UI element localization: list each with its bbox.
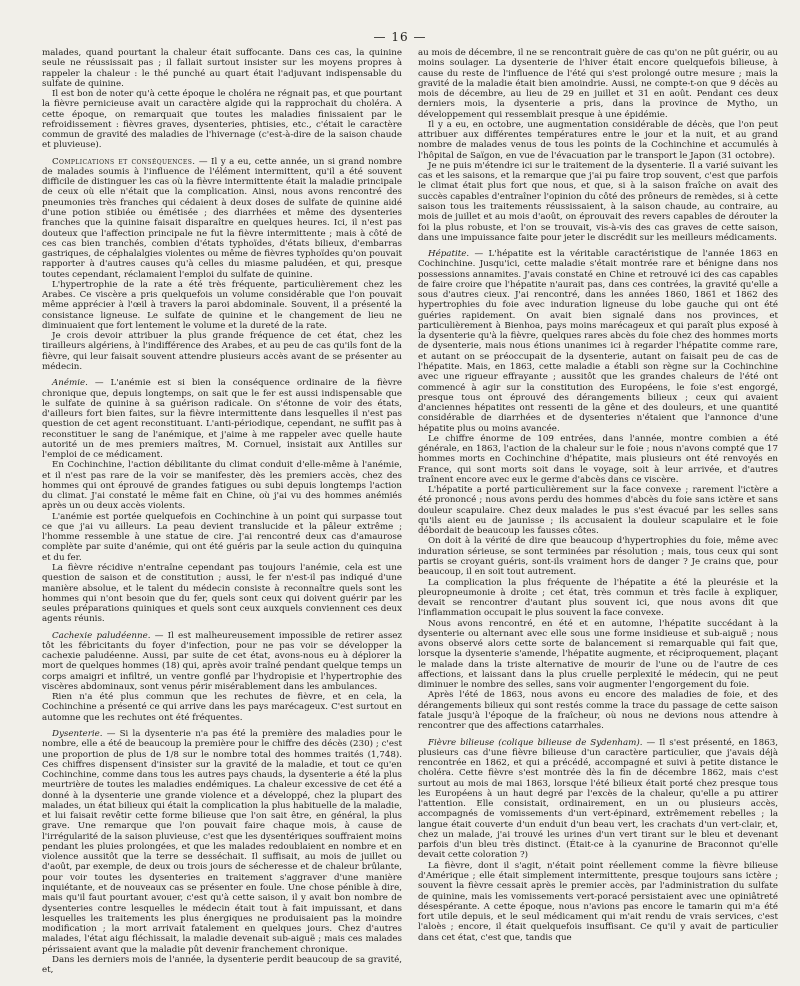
section-heading: Anémie.: [52, 378, 88, 389]
paragraph-text: malades, quand pourtant la chaleur était suffocante. Dans ces cas, la quinine seule ne réussissait pas ; il fallait surtout insister sur les moyens propres à rappeler la chaleur : le thé punché au quart était l'adjuvant indispensable du sulfate de quinine.: [42, 48, 402, 89]
paragraph-text: Dans les derniers mois de l'année, la dysenterie perdit beaucoup de sa gravité, et,: [42, 954, 402, 976]
paragraph-text: Après l'été de 1863, nous avons eu encore des maladies de foie, et des dérangements bilieux qui sont restés comme la trace du passage de cette saison fatale jusqu'à l'époque de la fraîcheur, où nous ne devions nous attendre à rencontrer que des affections catarrhales.: [418, 690, 778, 732]
section-heading: Dysenterie.: [52, 729, 103, 739]
paragraph: [42, 89, 402, 151]
paragraph-text: — Si la dysenterie n'a pas été la première des maladies pour le nombre, elle a été de beaucoup la première pour le chiffre des décès (230) ; c'est une proportion de plus de 1/8 sur le nombre total des hommes traités (1,748). Ces chiffres dispensent d'insister sur la gravité de la maladie, et tout ce qu'en Cochinchine, comme dans tous les autres pays chauds, la dysenterie a été la plus meurtrière de toutes les maladies endémiques. La chaleur excessive de cet été a donné à la dysenterie une grande violence et a développé, chez la plupart des malades, un état bilieux qui était la complication la plus habituelle de la maladie, et lui faisait revêtir cette forme bilieuse que l'on sait être, en général, la plus grave. Une remarque que l'on pouvait faire chaque mois, à cause de l'irrégularité de la saison pluvieuse, c'est que les dysentériques souffraient moins pendant les pluies prolongées, et que les malades redoublaient en nombre et en violence aussitôt que la terre se desséchait. Il suffisait, au mois de juillet ou d'août, par exemple, de deux ou trois jours de sécheresse et de chaleur brûlante, pour voir toutes les dysenteries en traitement s'aggraver d'une manière inquiétante, et de nouveaux cas se présenter en foule. Une chose pénible à dire, mais qu'il faut pourtant avouer, c'est qu'à cette saison, il y avait bon nombre de dysenteries contre lesquelles le médecin était tout à fait impuissant, et dans lesquelles les traitements les plus énergiques ne produisaient pas la moindre modification ; la mort arrivait fatalement en quelques jours. Chez d'autres malades, l'état aigu fléchissait, la maladie devenait sub-aiguë ; mais ces malades périssaient avant que la maladie pût devenir franchement chronique.: [42, 729, 402, 955]
paragraph: [42, 692, 402, 723]
paragraph-text: Je ne puis m'étendre ici sur le traitement de la dysenterie. Il a varié suivant les cas et les saisons, et la remarque que j'ai pu faire trop souvent, c'est que parfois le climat était plus fort que nous, et que, si à la saison fraîche on avait des succès capables d'entraîner l'opinion du côté des prôneurs de remèdes, si à cette saison tous les traitements réussissaient, à la saison chaude, au contraire, au mois de juillet et au mois d'août, on éprouvait des revers capables de dérouter la foi la plus robuste, et l'on se trouvait, vis-à-vis des cas graves de cette saison, dans une impuissance faite pour jeter le discrédit sur les meilleurs médicaments.: [418, 160, 778, 243]
paragraph: [418, 619, 778, 691]
paragraph-text: Nous avons rencontré, en été et en automne, l'hépatite succédant à la dysenterie ou alternant avec elle sous une forme insidieuse et sub-aiguë ; nous avons observé alors cette sorte de balancement si remarquable qui fait que, lorsque la dysenterie s'amende, l'hépatite augmente, et réciproquement, plaçant le malade dans la triste alternative de mourir de l'une ou de l'autre de ces affections, et laissant dans la plus cruelle perplexité le médecin, qui ne peut diminuer le nombre des selles, sans voir augmenter l'engorgement du foie.: [418, 618, 778, 691]
paragraph: [418, 48, 778, 120]
text-columns: [42, 48, 778, 978]
paragraph-text: Rien n'a été plus commun que les rechutes de fièvre, et en cela, la Cochinchine a présenté ce qui arrive dans les pays marécageux. C'est surtout en automne que les rechutes ont été fréquentes.: [42, 692, 402, 723]
paragraph: [418, 690, 778, 731]
paragraph: [42, 563, 402, 625]
paragraph: [418, 161, 778, 243]
paragraph: [418, 738, 778, 861]
paragraph-text: Il y a eu, en octobre, une augmentation considérable de décès, que l'on peut attribuer aux différentes températures entre le jour et la nuit, et au grand nombre de malades venus de tous les points de la Cochinchine et accumulés à l'hôpital de Saïgon, en vue de l'évacuation par le transport le Japon (31 octobre).: [418, 119, 778, 161]
right-column: [418, 48, 778, 978]
paragraph: [42, 460, 402, 511]
paragraph: [42, 331, 402, 372]
paragraph: [42, 280, 402, 331]
paragraph: [42, 378, 402, 460]
paragraph-text: L'hypertrophie de la rate a été très fréquente, particulièrement chez les Arabes. Ce viscère a pris quelquefois un volume considérable que l'on pouvait même apprécier à l'œil à travers la paroi abdominale. Souvent, il a présenté la consistance ligneuse. Le sulfate de quinine et le changement de lieu ne diminuaient que fort lentement le volume et la dureté de la rate.: [42, 279, 402, 331]
paragraph-text: On doit à la vérité de dire que beaucoup d'hypertrophies du foie, même avec induration sérieuse, se sont terminées par résolution ; mais, tous ceux qui sont partis se croyant guéris, sont-ils vraiment hors de danger ? Je crains que, pour beaucoup, il en soit tout autrement.: [418, 536, 778, 578]
paragraph-text: L'anémie est portée quelquefois en Cochinchine à un point qui surpasse tout ce que j'ai vu ailleurs. La peau devient translucide et la pâleur extrême ; l'homme ressemble à une statue de cire. J'ai rencontré deux cas d'amaurose complète par suite d'anémie, qui ont été guéris par la seule action du quinquina et du fer.: [42, 511, 402, 563]
paragraph-text: — Il est malheureusement impossible de retirer assez tôt les fébricitants du foyer d'infection, pour ne pas voir se développer la cachexie paludéenne. Aussi, par suite de cet état, avons-nous eu à déplorer la mort de quelques hommes (18) qui, après avoir traîné pendant quelque temps un corps amaigri et infiltré, un ventre gonflé par l'hydropisie et l'hypertrophie des viscères abdominaux, sont venus périr misérablement dans les ambulances.: [42, 630, 402, 692]
paragraph: [418, 485, 778, 536]
paragraph-text: — Il y a eu, cette année, un si grand nombre de malades soumis à l'influence de l'élément intermittent, qu'il a été souvent difficile de distinguer les cas où la fièvre intermittente était la maladie principale de ceux où elle n'était que la complication. Ainsi, nous avons rencontré des pneumonies très franches qui cédaient à deux doses de sulfate de quinine aidé d'une potion stibiée ou émétisée ; des diarrhées et même des dysenteries franches que la quinine faisait disparaître en quelques heures. Ici, il n'est pas douteux que l'affection principale ne fut la fièvre intermittente ; mais à côté de ces cas bien tranchés, combien d'états typhoïdes, d'états bilieux, d'embarras gastriques, de céphalalgies violentes ou même de fièvres typhoïdes qu'on pouvait rapporter à d'autres causes qu'à celles du miasme paludéen, et qui, presque toutes cependant, réclamaient l'emploi du sulfate de quinine.: [42, 156, 402, 280]
paragraph: [42, 729, 402, 955]
paragraph-text: — Il s'est présenté, en 1863, plusieurs cas d'une fièvre bilieuse d'un caractère particulier, que j'avais déjà rencontrée en 1862, et qui a précédé, accompagné et suivi à petite distance le choléra. Cette fièvre s'est montrée dès la fin de décembre 1862, mais c'est surtout au mois de mai 1863, lorsque l'été bilieux était porté chez presque tous les Européens à un haut degré par l'excès de la chaleur, qu'elle a pu attirer l'attention. Elle consistait, ordinairement, en un ou plusieurs accès, accompagnés de vomissements d'un vert-épinard, extrêmement rebelles ; la langue était couverte d'un enduit d'un beau vert, les crachats d'un vert-clair, et, chez un malade, j'ai trouvé les urines d'un vert tirant sur le bleu et devenant parfois d'un bleu très distinct. (Était-ce à la cyanurine de Braconnot qu'elle devait cette coloration ?): [418, 737, 778, 861]
paragraph: [418, 536, 778, 577]
section-heading: Fièvre bilieuse (colique bilieuse de Sydenham).: [428, 737, 643, 748]
paragraph-text: — L'anémie est si bien la conséquence ordinaire de la fièvre chronique que, depuis longtemps, on sait que le fer est aussi indispensable que le sulfate de quinine à sa guérison radicale. On s'étonne de voir des états, d'ailleurs fort bien faites, sur la fièvre intermittente dans lesquelles il n'est pas question de cet agent reconstituant. L'anti-périodique, cependant, ne suffit pas à reconstituer le sang de l'anémique, et j'aime à me rappeler avec quelle haute autorité un de mes premiers maîtres, M. Cornuel, insistait aux Antilles sur l'emploi de ce médicament.: [42, 378, 402, 461]
paragraph: [418, 249, 778, 434]
section-heading: Complications et conséquences.: [52, 156, 196, 167]
paragraph: [42, 631, 402, 693]
section-heading: Cachexie paludéenne.: [52, 630, 151, 641]
paragraph: [42, 512, 402, 563]
paragraph-text: La fièvre, dont il s'agit, n'était point réellement comme la fièvre bilieuse d'Amérique ; elle était simplement intermittente, presque toujours sans ictère ; souvent la fièvre cessait après le premier accès, par l'administration du sulfate de quinine, mais les vomissements vert-poracé persistaient avec une opiniâtreté désespérante. A cette époque, nous n'avions pas encore le tamarin qui m'a été fort utile depuis, et le seul médicament qui m'ait rendu de vrais services, c'est l'aloès ; encore, il était quelquefois insuffisant. Ce qu'il y avait de particulier dans cet état, c'est que, tandis que: [418, 860, 778, 943]
section-heading: Hépatite.: [428, 249, 470, 260]
paragraph: [42, 157, 402, 280]
left-column: [42, 48, 402, 978]
paragraph-text: La fièvre récidive n'entraîne cependant pas toujours l'anémie, cela est une question de saison et de constitution ; aussi, le fer n'est-il pas indiqué d'une manière absolue, et le talent du médecin consiste à reconnaître quels sont les hommes qui n'ont besoin que du fer, quels sont ceux qui doivent guérir par les seules préparations quiniques et quels sont ceux auxquels conviennent ces deux agents réunis.: [42, 563, 402, 625]
paragraph: [418, 434, 778, 485]
paragraph-text: L'hépatite a porté particulièrement sur la face convexe ; rarement l'ictère a été prononcé ; nous avons perdu des hommes d'abcès du foie sans ictère et sans douleur scapulaire. Chez deux malades le pus s'est évacué par les selles sans qu'ils aient eu de jaunisse ; ils accusaient la douleur scapulaire et le foie débordait de beaucoup les fausses côtes.: [418, 485, 778, 537]
paragraph-text: — L'hépatite est la véritable caractéristique de l'année 1863 en Cochinchine. Jusqu'ici, cette maladie s'était montrée rare et bénigne dans nos possessions annamites. J'avais constaté en Chine et retrouvé ici des cas capables de faire croire que l'hépatite n'aurait pas, dans ces contrées, la gravité qu'elle a sous d'autres cieux. J'ai rencontré, dans les années 1860, 1861 et 1862 des hypertrophies du foie avec induration ligneuse du lobe gauche qui ont été guéries rapidement. On avait bien signalé dans nos provinces, et particulièrement à Bienhoa, pays moins marécageux et qui paraît plus exposé à la dysenterie qu'à la fièvre, quelques rares abcès du foie chez des hommes morts de dysenterie, mais nous étions unanimes ici à regarder l'hépatite comme rare, et autant on se préoccupait de la dysenterie, autant on faisait peu de cas de l'hépatite. Mais, en 1863, cette maladie a établi son règne sur la Cochinchine avec une rigueur effrayante ; aussitôt que les grandes chaleurs de l'été ont commencé à agir sur la constitution des Européens, le foie s'est engorgé, presque tous ont éprouvé des dérangements bilieux ; ceux qui avaient d'anciennes hépatites ont ressenti de la gêne et des douleurs, et une quantité considérable de diarrhées et de dysenteries n'étaient que l'annonce d'une hépatite plus ou moins avancée.: [418, 249, 778, 434]
paragraph-text: au mois de décembre, il ne se rencontrait guère de cas qu'on ne pût guérir, ou au moins soulager. La dysenterie de l'hiver était encore quelquefois bilieuse, à cause du reste de l'influence de l'été qui s'est prolongé outre mesure ; mais la gravité de la maladie était bien amoindrie. Aussi, ne compte-t-on que 9 décès au mois de décembre, au lieu de 29 en juillet et 31 en août. Pendant ces deux derniers mois, la dysenterie a pris, dans la province de Mytho, un développement qui ressemblait presque à une épidémie.: [418, 48, 778, 120]
paragraph-text: Je crois devoir attribuer la plus grande fréquence de cet état, chez les tirailleurs algériens, à l'indifférence des Arabes, et au peu de cas qu'ils font de la fièvre, qui leur faisait souvent attendre plusieurs accès avant de se présenter au médecin.: [42, 331, 402, 372]
paragraph: [418, 578, 778, 619]
paragraph: [418, 120, 778, 161]
paragraph-text: En Cochinchine, l'action débilitante du climat conduit d'elle-même à l'anémie, et il n'est pas rare de la voir se manifester, dès les premiers accès, chez des hommes qui ont éprouvé de grandes fatigues ou subi depuis longtemps l'action du climat. J'ai constaté le même fait en Chine, où j'ai vu des hommes anémiés après un ou deux accès violents.: [42, 460, 402, 512]
paragraph-text: Il est bon de noter qu'à cette époque le choléra ne régnait pas, et que pourtant la fièvre pernicieuse avait un caractère algide qui la rapprochait du choléra. A cette époque, on remarquait que toutes les maladies finissaient par le refroidissement : fièvres graves, dysenteries, phtisies, etc., c'était le caractère commun de gravité des maladies de l'hivernage (c'est-à-dire de la saison chaude et pluvieuse).: [42, 89, 402, 151]
paragraph-text: La complication la plus fréquente de l'hépatite a été la pleurésie et la pleuropneumonie à droite ; cet état, très commun et très facile à expliquer, devait se rencontrer d'autant plus souvent ici, que nous avons dit que l'inflammation occupait le plus souvent la face convexe.: [418, 577, 778, 619]
paragraph-text: Le chiffre énorme de 109 entrées, dans l'année, montre combien a été générale, en 1863, l'action de la chaleur sur le foie ; nous n'avons compté que 17 hommes morts en Cochinchine d'hépatite, mais plusieurs ont été renvoyés en France, qui sont morts soit dans le voyage, soit à leur arrivée, et d'autres traînent encore avec eux le germe d'abcès dans ce viscère.: [418, 433, 778, 485]
paragraph: [418, 861, 778, 943]
paragraph: [42, 48, 402, 89]
paragraph: [42, 955, 402, 976]
page-number: — 16 —: [373, 30, 427, 44]
